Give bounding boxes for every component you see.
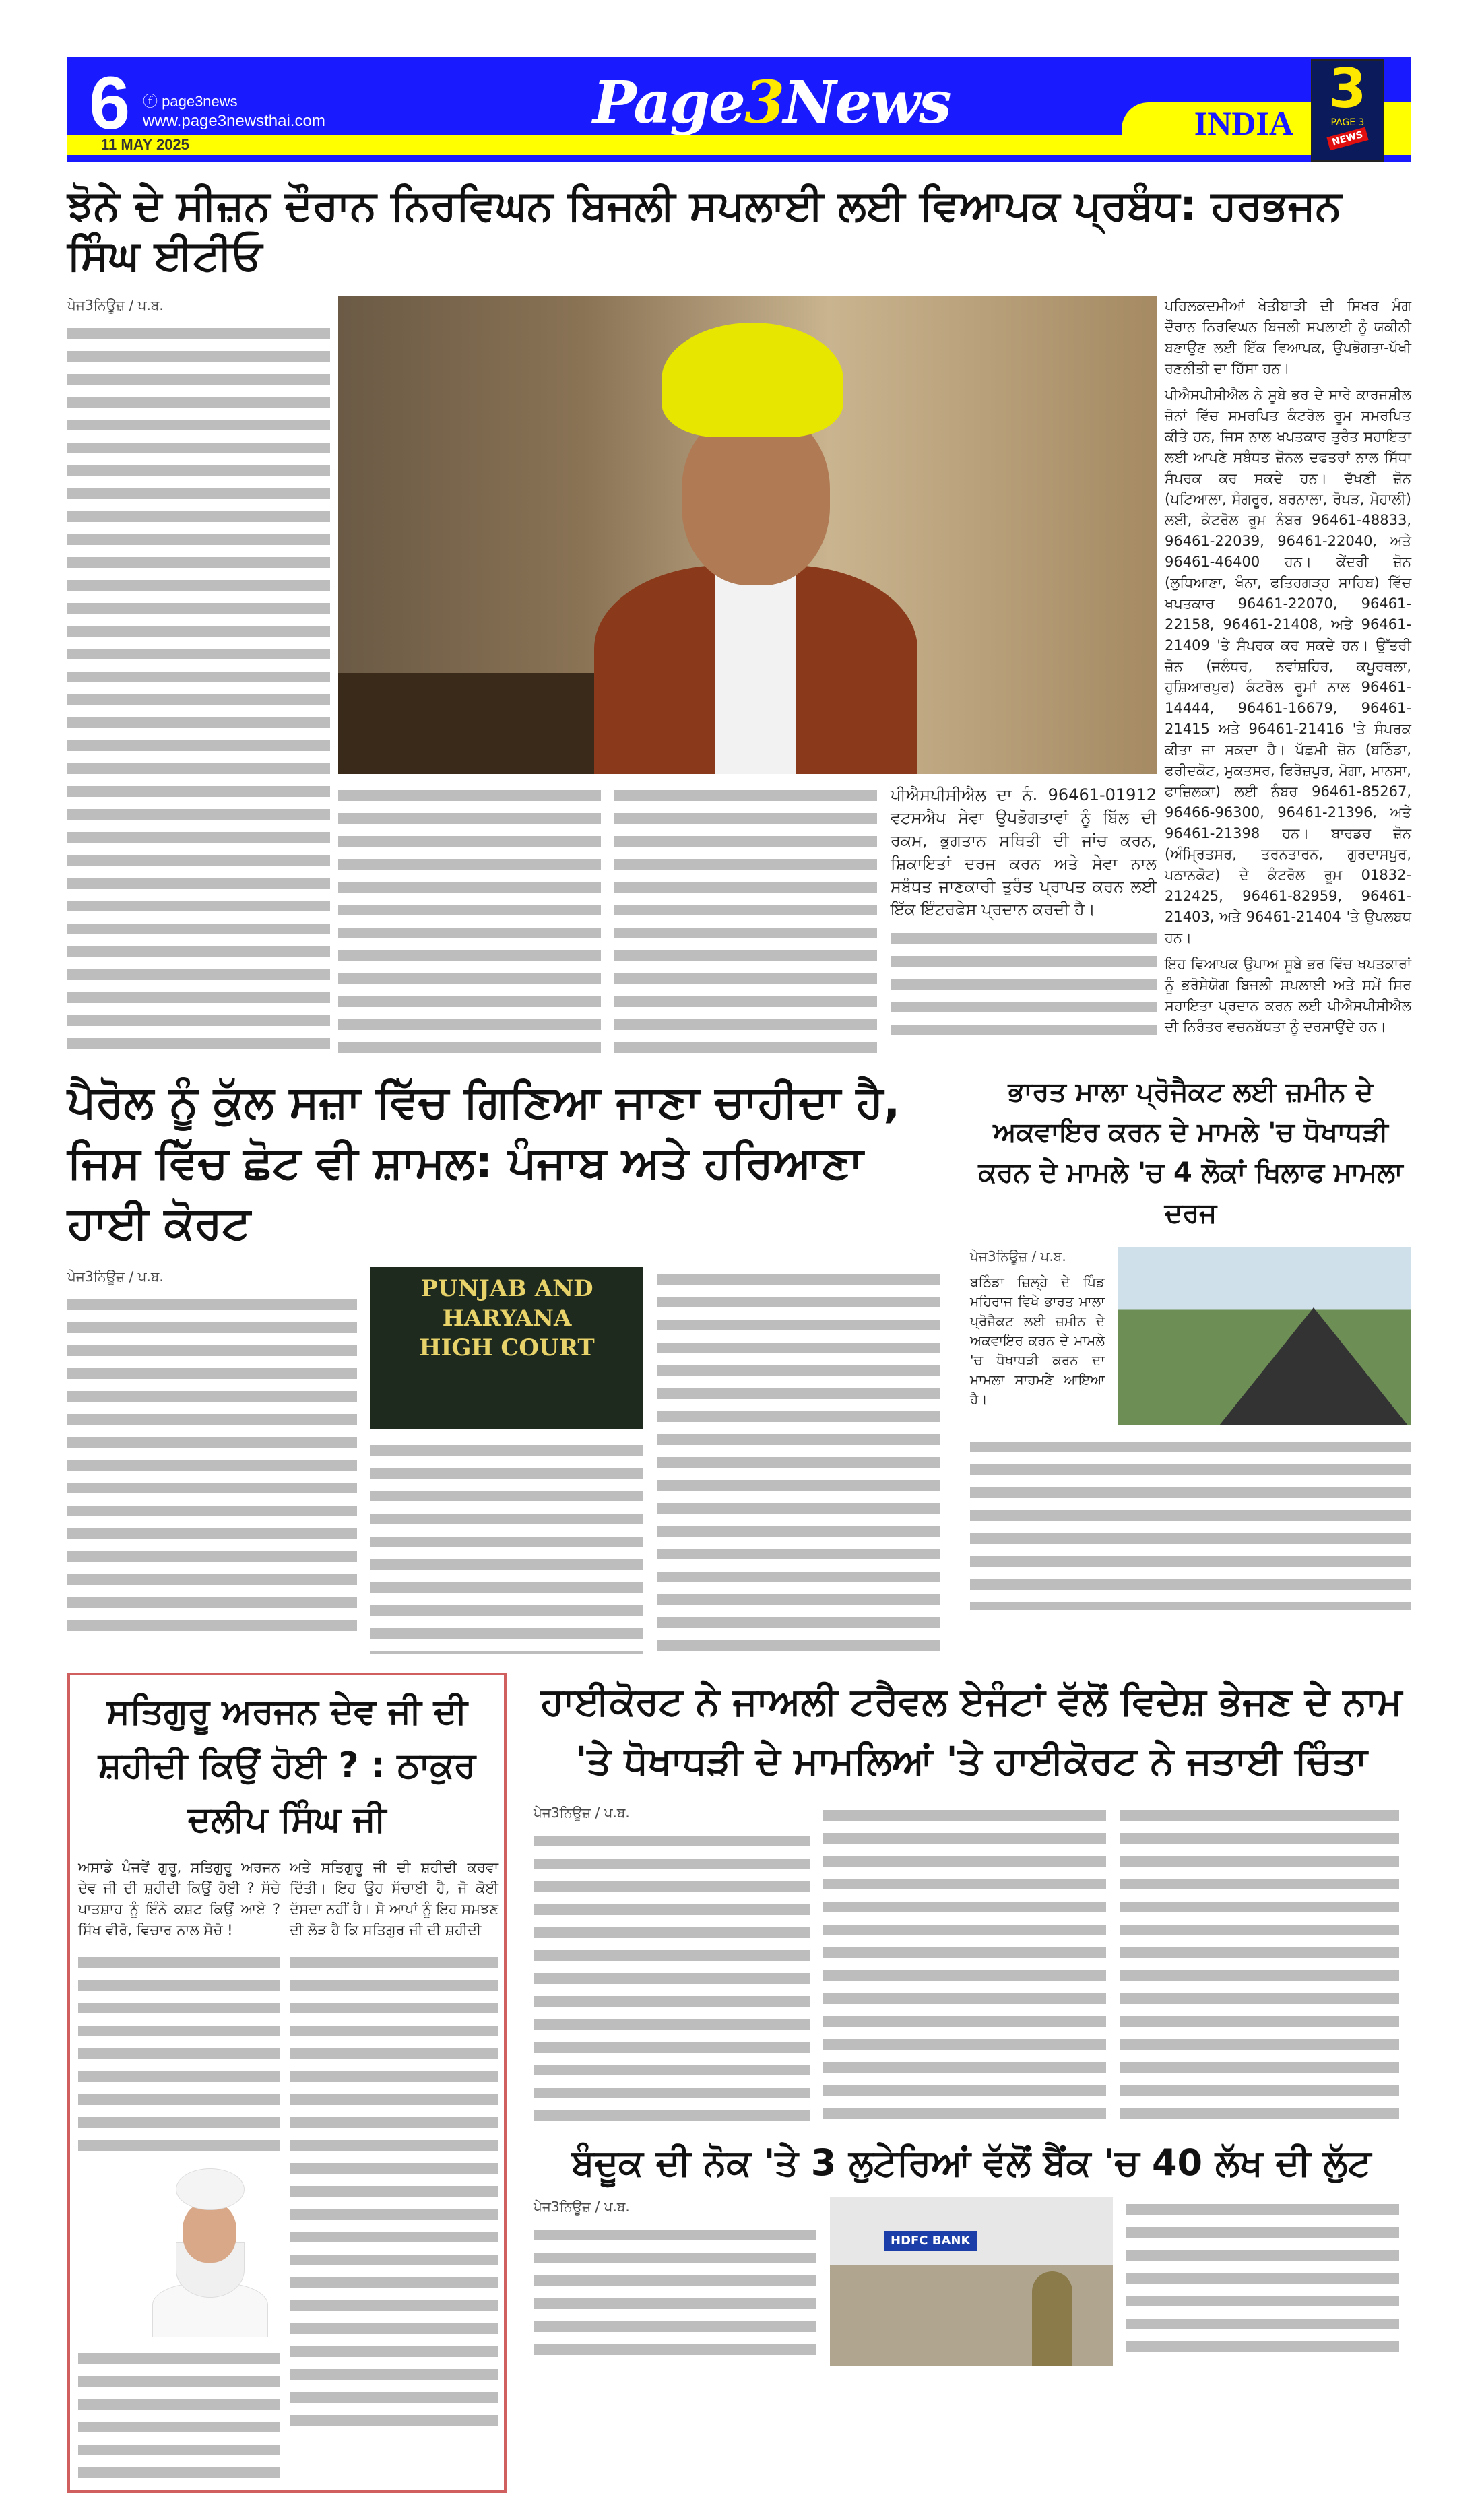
- right-stories: [534, 1673, 1409, 2366]
- dateline: ਪੇਜ3ਨਿਊਜ਼ / ਪ.ਬ.: [67, 1268, 164, 1285]
- high-court-photo: [370, 1267, 643, 1429]
- bank-sign-text: HDFC BANK: [884, 2231, 977, 2251]
- logo-text: PAGE 3: [1330, 117, 1365, 128]
- dateline: ਪੇਜ3ਨਿਊਜ਼ / ਪ.ਬ.: [534, 2198, 630, 2215]
- article-text-block: [1120, 1803, 1399, 2120]
- article-text-block: [534, 1829, 810, 2125]
- masthead: [67, 57, 1411, 162]
- lead-left-column: [67, 296, 330, 1049]
- lead-mid-column: [891, 783, 1157, 1041]
- middle-row: [67, 1072, 1415, 1654]
- bharatmala-story: [970, 1072, 1411, 1610]
- brand-left: Page: [593, 69, 744, 137]
- court-headline: ਪੈਰੋਲ ਨੂੰ ਕੁੱਲ ਸਜ਼ਾ ਵਿੱਚ ਗਿਣਿਆ ਜਾਣਾ ਚਾਹੀਦਾ ਹੈ, ਜਿਸ ਵਿੱਚ ਛੋਟ ਵੀ ਸ਼ਾਮਲ: ਪੰਜਾਬ ਅਤੇ ਹਰਿਆਣਾ ਹਾਈ ਕੋਰਟ: [67, 1075, 901, 1249]
- social-handle[interactable]: [143, 90, 238, 111]
- lead-right-column: [1165, 296, 1411, 1043]
- box-headline: ਸਤਿਗੁਰੂ ਅਰਜਨ ਦੇਵ ਜੀ ਦੀ ਸ਼ਹੀਦੀ ਕਿਉਂ ਹੋਈ ? : ਠਾਕੁਰ ਦਲੀਪ ਸਿੰਘ ਜੀ: [98, 1691, 476, 1840]
- logo-badge: NEWS: [1327, 127, 1369, 151]
- article-text-block: [614, 783, 877, 1053]
- article-text-block: [891, 926, 1157, 1041]
- highway-photo: [1118, 1247, 1411, 1425]
- article-text-block: [290, 1950, 498, 2435]
- logo-number: 3: [1328, 57, 1367, 120]
- social-handle-text: page3news: [162, 93, 238, 110]
- paragraph: ਇਹ ਵਿਆਪਕ ਉਪਾਅ ਸੂਬੇ ਭਰ ਵਿੱਚ ਖਪਤਕਾਰਾਂ ਨੂੰ ਭਰੋਸੇਯੋਗ ਬਿਜਲੀ ਸਪਲਾਈ ਅਤੇ ਸਮੇਂ ਸਿਰ ਸਹਾਇਤਾ ਪ੍ਰਦਾਨ ਕਰਨ ਲਈ ਪੀਐਸਪੀਸੀਐਲ ਦੀ ਨਿਰੰਤਰ ਵਚਨਬੱਧਤਾ ਨੂੰ ਦਰਸਾਉਂਦੇ ਹਨ।: [1165, 955, 1411, 1035]
- box-article: [67, 1673, 507, 2493]
- box-column-2: [290, 1857, 498, 2435]
- paragraph: ਅਤੇ ਸਤਿਗੁਰੂ ਜੀ ਦੀ ਸ਼ਹੀਦੀ ਕਰਵਾ ਦਿੱਤੀ। ਇਹ ਉਹ ਸੱਚਾਈ ਹੈ, ਜੋ ਕੋਈ ਦੱਸਦਾ ਨਹੀਂ ਹੈ। ਸੋ ਆਪਾਂ ਨੂੰ ਇਹ ਸਮਝਣ ਦੀ ਲੋੜ ਹੈ ਕਿ ਸਤਿਗੁਰ ਜੀ ਦੀ ਸ਼ਹੀਦੀ: [290, 1859, 498, 1938]
- court-sign-text: PUNJAB AND HARYANA HIGH COURT: [419, 1274, 595, 1361]
- brand-logo: [593, 69, 951, 137]
- article-text-block: [78, 2346, 280, 2481]
- dateline: ਪੇਜ3ਨਿਊਜ਼ / ਪ.ਬ.: [67, 296, 164, 313]
- article-text-block: [370, 1438, 643, 1654]
- paragraph: ਪੀਐਸਪੀਸੀਐਲ ਦਾ ਨੰ. 96461-01912 ਵਟਸਐਪ ਸੇਵਾ ਉਪਭੋਗਤਾਵਾਂ ਨੂੰ ਬਿੱਲ ਦੀ ਰਕਮ, ਭੁਗਤਾਨ ਸਥਿਤੀ ਦੀ ਜਾਂਚ ਕਰਨ, ਸ਼ਿਕਾਇਤਾਂ ਦਰਜ ਕਰਨ ਅਤੇ ਸੇਵਾ ਨਾਲ ਸਬੰਧਤ ਜਾਣਕਾਰੀ ਤੁਰੰਤ ਪ੍ਰਾਪਤ ਕਰਨ ਲਈ ਇੱਕ ਇੰਟਰਫੇਸ ਪ੍ਰਦਾਨ ਕਰਦੀ ਹੈ।: [891, 785, 1157, 919]
- paragraph: ਅਸਾਡੇ ਪੰਜਵੇਂ ਗੁਰੂ, ਸਤਿਗੁਰੂ ਅਰਜਨ ਦੇਵ ਜੀ ਦੀ ਸ਼ਹੀਦੀ ਕਿਉਂ ਹੋਈ ? ਸੱਚੇ ਪਾਤਸ਼ਾਹ ਨੂੰ ਇੰਨੇ ਕਸ਼ਟ ਕਿਉਂ ਆਏ ? ਸਿੱਖ ਵੀਰੋ, ਵਿਚਾਰ ਨਾਲ ਸੋਚੋ !: [78, 1859, 280, 1938]
- travel-column-1: [534, 1803, 810, 2125]
- dateline: ਪੇਜ3ਨਿਊਜ਼ / ਪ.ਬ.: [970, 1248, 1066, 1264]
- article-text-block: [67, 1293, 357, 1643]
- bottom-row: [67, 1673, 1415, 2493]
- travel-headline: ਹਾਈਕੋਰਟ ਨੇ ਜਾਅਲੀ ਟਰੈਵਲ ਏਜੰਟਾਂ ਵੱਲੋਂ ਵਿਦੇਸ਼ ਭੇਜਣ ਦੇ ਨਾਮ 'ਤੇ ਧੋਖਾਧੜੀ ਦੇ ਮਾਮਲਿਆਂ 'ਤੇ ਹਾਈਕੋਰਟ ਨੇ ਜਤਾਈ ਚਿੰਤਾ: [540, 1679, 1403, 1783]
- facebook-icon: ⓕ: [143, 93, 162, 110]
- article-text-block: [67, 321, 330, 1049]
- article-text-block: [657, 1267, 940, 1651]
- minister-photo: [338, 296, 1157, 774]
- lead-headline: ਝੋਨੇ ਦੇ ਸੀਜ਼ਨ ਦੌਰਾਨ ਨਿਰਵਿਘਨ ਬਿਜਲੀ ਸਪਲਾਈ ਲਈ ਵਿਆਪਕ ਪ੍ਰਬੰਧ: ਹਰਭਜਨ ਸਿੰਘ ਈਟੀਓ: [67, 181, 1342, 280]
- article-text-block: [534, 2223, 816, 2358]
- bharatmala-column: [970, 1247, 1105, 1415]
- article-text-block: [1126, 2197, 1399, 2362]
- article-text-block: [970, 1435, 1411, 1610]
- dateline: ਪੇਜ3ਨਿਊਜ਼ / ਪ.ਬ.: [534, 1804, 630, 1821]
- article-text-block: [338, 783, 601, 1053]
- bank-photo: [830, 2197, 1113, 2366]
- paragraph: ਪੀਐਸਪੀਸੀਐਲ ਨੇ ਸੂਬੇ ਭਰ ਦੇ ਸਾਰੇ ਕਾਰਜਸ਼ੀਲ ਜ਼ੋਨਾਂ ਵਿੱਚ ਸਮਰਪਿਤ ਕੰਟਰੋਲ ਰੂਮ ਸਮਰਪਿਤ ਕੀਤੇ ਹਨ, ਜਿਸ ਨਾਲ ਖਪਤਕਾਰ ਤੁਰੰਤ ਸਹਾਇਤਾ ਲਈ ਆਪਣੇ ਸਬੰਧਤ ਜ਼ੋਨਲ ਦਫਤਰਾਂ ਨਾਲ ਸਿੱਧਾ ਸੰਪਰਕ ਕਰ ਸਕਦੇ ਹਨ। ਦੱਖਣੀ ਜ਼ੋਨ (ਪਟਿਆਲਾ, ਸੰਗਰੂਰ, ਬਰਨਾਲਾ, ਰੋਪੜ, ਮੋਹਾਲੀ) ਲਈ, ਕੰਟਰੋਲ ਰੂਮ ਨੰਬਰ 96461-48833, 96461-22039, 96461-22040, ਅਤੇ 96461-46400 ਹਨ। ਕੇਂਦਰੀ ਜ਼ੋਨ (ਲੁਧਿਆਣਾ, ਖੰਨਾ, ਫਤਿਹਗੜ੍ਹ ਸਾਹਿਬ) ਵਿੱਚ ਖਪਤਕਾਰ 96461-22070, 96461-22158, 96461-21408, ਅਤੇ 96461-21409 'ਤੇ ਸੰਪਰਕ ਕਰ ਸਕਦੇ ਹਨ। ਉੱਤਰੀ ਜ਼ੋਨ (ਜਲੰਧਰ, ਨਵਾਂਸ਼ਹਿਰ, ਕਪੂਰਥਲਾ, ਹੁਸ਼ਿਆਰਪੁਰ) ਕੰਟਰੋਲ ਰੂਮਾਂ ਨਾਲ 96461-14444, 96461-16679, 96461-21415 ਅਤੇ 96461-21416 'ਤੇ ਸੰਪਰਕ ਕੀਤਾ ਜਾ ਸਕਦਾ ਹੈ। ਪੱਛਮੀ ਜ਼ੋਨ (ਬਠਿੰਡਾ, ਫਰੀਦਕੋਟ, ਮੁਕਤਸਰ, ਫਿਰੋਜ਼ਪੁਰ, ਮੋਗਾ, ਮਾਨਸਾ, ਫਾਜ਼ਿਲਕਾ) ਲਈ ਨੰਬਰ 96461-85267, 96466-96300, 96461-21396, ਅਤੇ 96461-21398 ਹਨ। ਬਾਰਡਰ ਜ਼ੋਨ (ਅੰਮ੍ਰਿਤਸਰ, ਤਰਨਤਾਰਨ, ਗੁਰਦਾਸਪੁਰ, ਪਠਾਨਕੋਟ) ਦੇ ਕੰਟਰੋਲ ਰੂਮ 01832-212425, 96461-82959, 96461-21403, ਅਤੇ 96461-21404 'ਤੇ ਉਪਲਬਧ ਹਨ।: [1165, 386, 1411, 946]
- box-column-1: [78, 1857, 280, 2481]
- court-left-column: [67, 1267, 357, 1643]
- page3-logo: [1311, 59, 1384, 162]
- lead-story: [67, 181, 1415, 1053]
- lead-center: [338, 296, 1157, 1053]
- article-text-block: [78, 1950, 280, 2152]
- brand-three: 3: [744, 69, 783, 137]
- bank-column-1: [534, 2197, 816, 2358]
- website-link[interactable]: www.page3newsthai.com: [143, 112, 325, 130]
- issue-date: 11 MAY 2025: [101, 136, 189, 153]
- thakur-dalip-singh-photo: [139, 2162, 280, 2337]
- page-number: 6: [89, 62, 131, 145]
- edition-label: INDIA: [1194, 104, 1293, 142]
- bank-headline: ਬੰਦੂਕ ਦੀ ਨੋਕ 'ਤੇ 3 ਲੁਟੇਰਿਆਂ ਵੱਲੋਂ ਬੈਂਕ 'ਚ 40 ਲੱਖ ਦੀ ਲੁੱਟ: [571, 2141, 1372, 2184]
- bharatmala-headline: ਭਾਰਤ ਮਾਲਾ ਪ੍ਰੋਜੈਕਟ ਲਈ ਜ਼ਮੀਨ ਦੇ ਅਕਵਾਇਰ ਕਰਨ ਦੇ ਮਾਮਲੇ 'ਚ ਧੋਖਾਧੜੀ ਕਰਨ ਦੇ ਮਾਮਲੇ 'ਚ 4 ਲੋਕਾਂ ਖਿਲਾਫ ਮਾਮਲਾ ਦਰਜ: [978, 1076, 1403, 1229]
- article-text-block: [823, 1803, 1106, 2120]
- paragraph: ਬਠਿੰਡਾ ਜ਼ਿਲ੍ਹੇ ਦੇ ਪਿੰਡ ਮਹਿਰਾਜ ਵਿਖੇ ਭਾਰਤ ਮਾਲਾ ਪ੍ਰੋਜੈਕਟ ਲਈ ਜ਼ਮੀਨ ਦੇ ਅਕਵਾਇਰ ਕਰਨ ਦੇ ਮਾਮਲੇ 'ਚ ਧੋਖਾਧੜੀ ਕਰਨ ਦਾ ਮਾਮਲਾ ਸਾਹਮਣੇ ਆਇਆ ਹੈ।: [970, 1273, 1105, 1407]
- paragraph: ਪਹਿਲਕਦਮੀਆਂ ਖੇਤੀਬਾੜੀ ਦੀ ਸਿਖਰ ਮੰਗ ਦੌਰਾਨ ਨਿਰਵਿਘਨ ਬਿਜਲੀ ਸਪਲਾਈ ਨੂੰ ਯਕੀਨੀ ਬਣਾਉਣ ਲਈ ਇੱਕ ਵਿਆਪਕ, ਉਪਭੋਗਤਾ-ਪੱਖੀ ਰਣਨੀਤੀ ਦਾ ਹਿੱਸਾ ਹਨ।: [1165, 297, 1411, 377]
- court-story: [67, 1072, 950, 1654]
- brand-right: News: [783, 69, 951, 137]
